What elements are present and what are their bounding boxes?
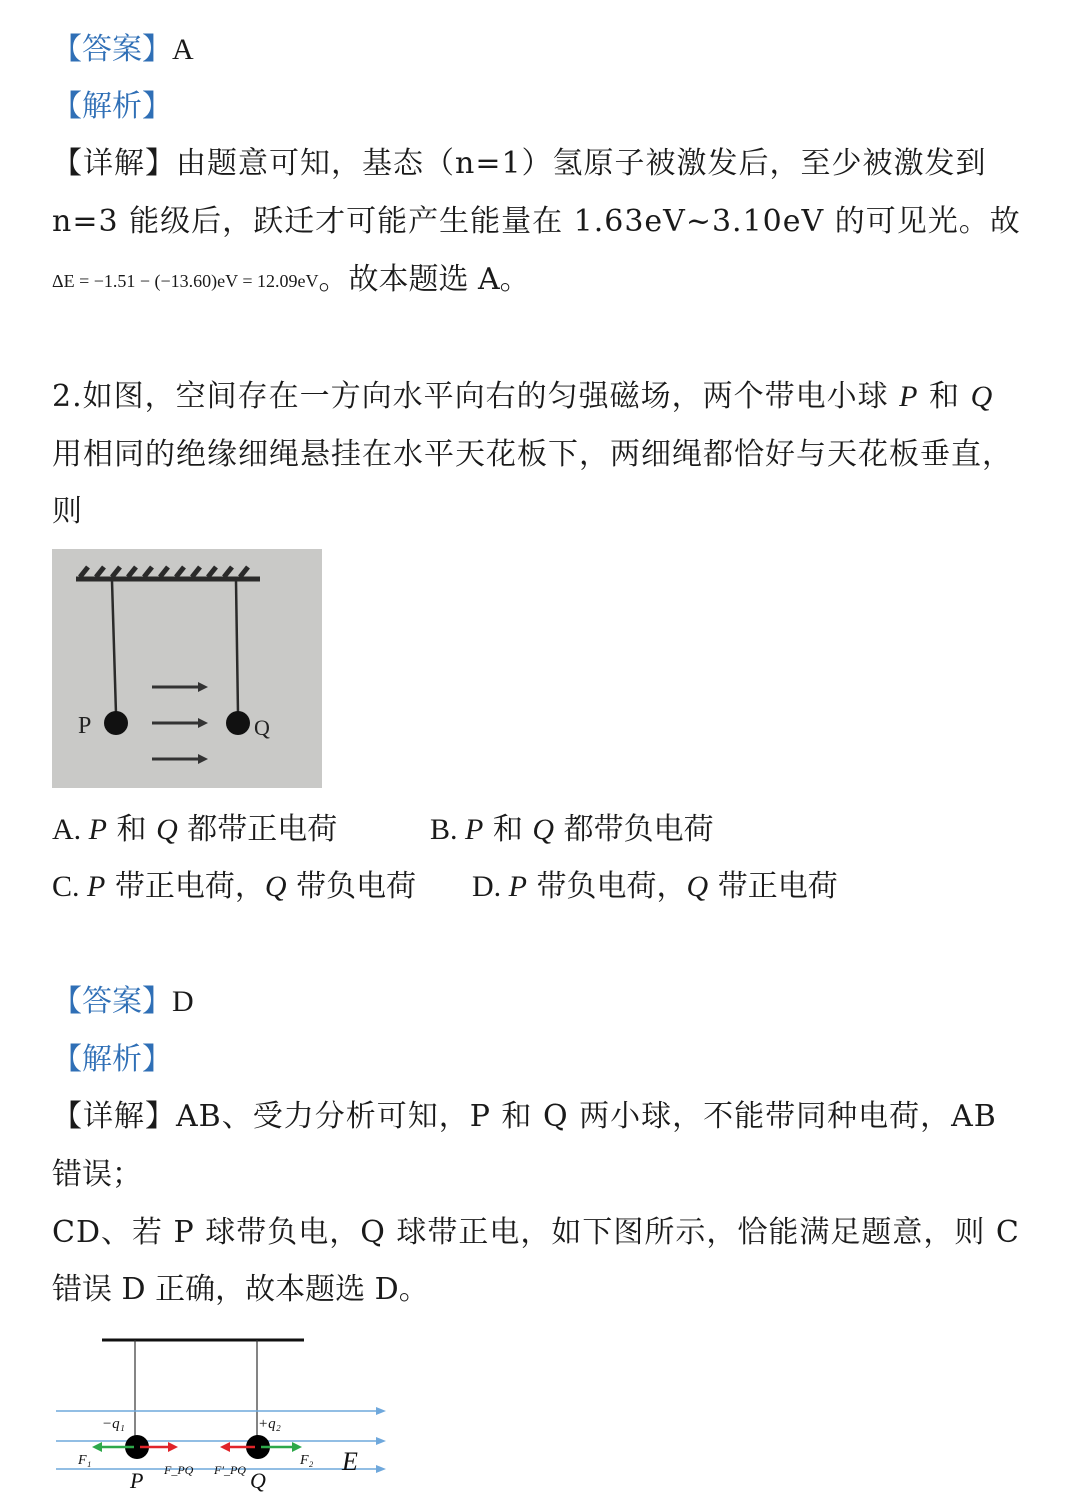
detail-text-3: 。故本题选 A。 xyxy=(318,262,530,297)
detail-text: 错误； xyxy=(52,1157,142,1192)
detail-text-2: n=3 能级后，跃迁才可能产生能量在 1.63eV~3.10eV 的可见光。故 xyxy=(52,204,1021,239)
question-text: 用相同的绝缘细绳悬挂在水平天花板下，两细绳都恰好与天花板垂直， xyxy=(52,437,1013,472)
analysis-line-1 xyxy=(52,87,172,127)
detail-line-3 xyxy=(52,260,530,301)
question-figure xyxy=(52,549,322,788)
detail-text: 错误 D 正确，故本题选 D。 xyxy=(52,1272,429,1307)
figure-background xyxy=(52,549,322,788)
detail-line-6 xyxy=(52,1213,1020,1253)
detail-text: CD、若 P 球带负电，Q 球带正电，如下图所示，恰能满足题意，则 C xyxy=(52,1215,1020,1250)
detail-tag: 【详解】 xyxy=(52,146,176,181)
fpq-prime-label: F′_PQ xyxy=(214,1463,246,1477)
ball-p xyxy=(104,711,128,735)
ball-p-label: P xyxy=(130,1468,144,1492)
ball-q xyxy=(226,711,250,735)
option-d: D. P 带负电荷，Q 带正电荷 xyxy=(472,869,838,904)
detail-line-7 xyxy=(52,1270,429,1310)
charge-q-label: +q₂ xyxy=(258,1416,281,1432)
answer-value: D xyxy=(172,985,194,1018)
detail-text-1: 由题意可知，基态（n=1）氢原子被激发后，至少被激发到 xyxy=(176,146,987,181)
ball-q-label: Q xyxy=(250,1468,266,1492)
option-b: B. P 和 Q 都带负电荷 xyxy=(430,812,714,847)
energy-formula: ΔE = −1.51 − (−13.60)eV = 12.09eV xyxy=(52,271,319,291)
option-a: A. P 和 Q 都带正电荷 xyxy=(52,812,338,847)
charge-p-label: −q₁ xyxy=(102,1416,125,1432)
analysis-tag: 【解析】 xyxy=(52,1042,172,1077)
var-q: Q xyxy=(970,380,994,413)
detail-line-2 xyxy=(52,202,1021,242)
detail-tag: 【详解】 xyxy=(52,1099,176,1134)
analysis-tag: 【解析】 xyxy=(52,89,172,124)
question-text: 则 xyxy=(52,494,82,529)
question-2-line-1 xyxy=(52,377,993,417)
detail-line-5 xyxy=(52,1155,142,1195)
f2-label: F₂ xyxy=(300,1453,314,1468)
detail-line-4 xyxy=(52,1097,997,1137)
option-row-1 xyxy=(52,810,714,850)
var-p: P xyxy=(899,380,919,413)
answer-value: A xyxy=(172,33,194,66)
question-2-line-2 xyxy=(52,435,1013,475)
option-c: C. P 带正电荷，Q 带负电荷 xyxy=(52,869,417,904)
label-q: Q xyxy=(254,715,270,740)
field-e-label: E xyxy=(342,1447,358,1476)
question-text: 2.如图，空间存在一方向水平向右的匀强磁场，两个带电小球 xyxy=(52,379,900,414)
detail-text: AB、受力分析可知，P 和 Q 两小球，不能带同种电荷，AB xyxy=(176,1099,997,1134)
conj: 和 xyxy=(918,379,971,414)
answer-line-2 xyxy=(52,982,194,1022)
answer-tag: 【答案】 xyxy=(52,984,172,1019)
detail-line-1 xyxy=(52,144,987,184)
f1-label: F₁ xyxy=(78,1453,92,1468)
answer-line-1 xyxy=(52,30,194,70)
question-2-line-3 xyxy=(52,492,82,532)
answer-tag: 【答案】 xyxy=(52,32,172,67)
fpq-label: F_PQ xyxy=(164,1463,194,1477)
label-p: P xyxy=(78,713,92,739)
option-row-2 xyxy=(52,867,838,907)
analysis-line-2 xyxy=(52,1040,172,1080)
force-diagram xyxy=(52,1328,392,1492)
